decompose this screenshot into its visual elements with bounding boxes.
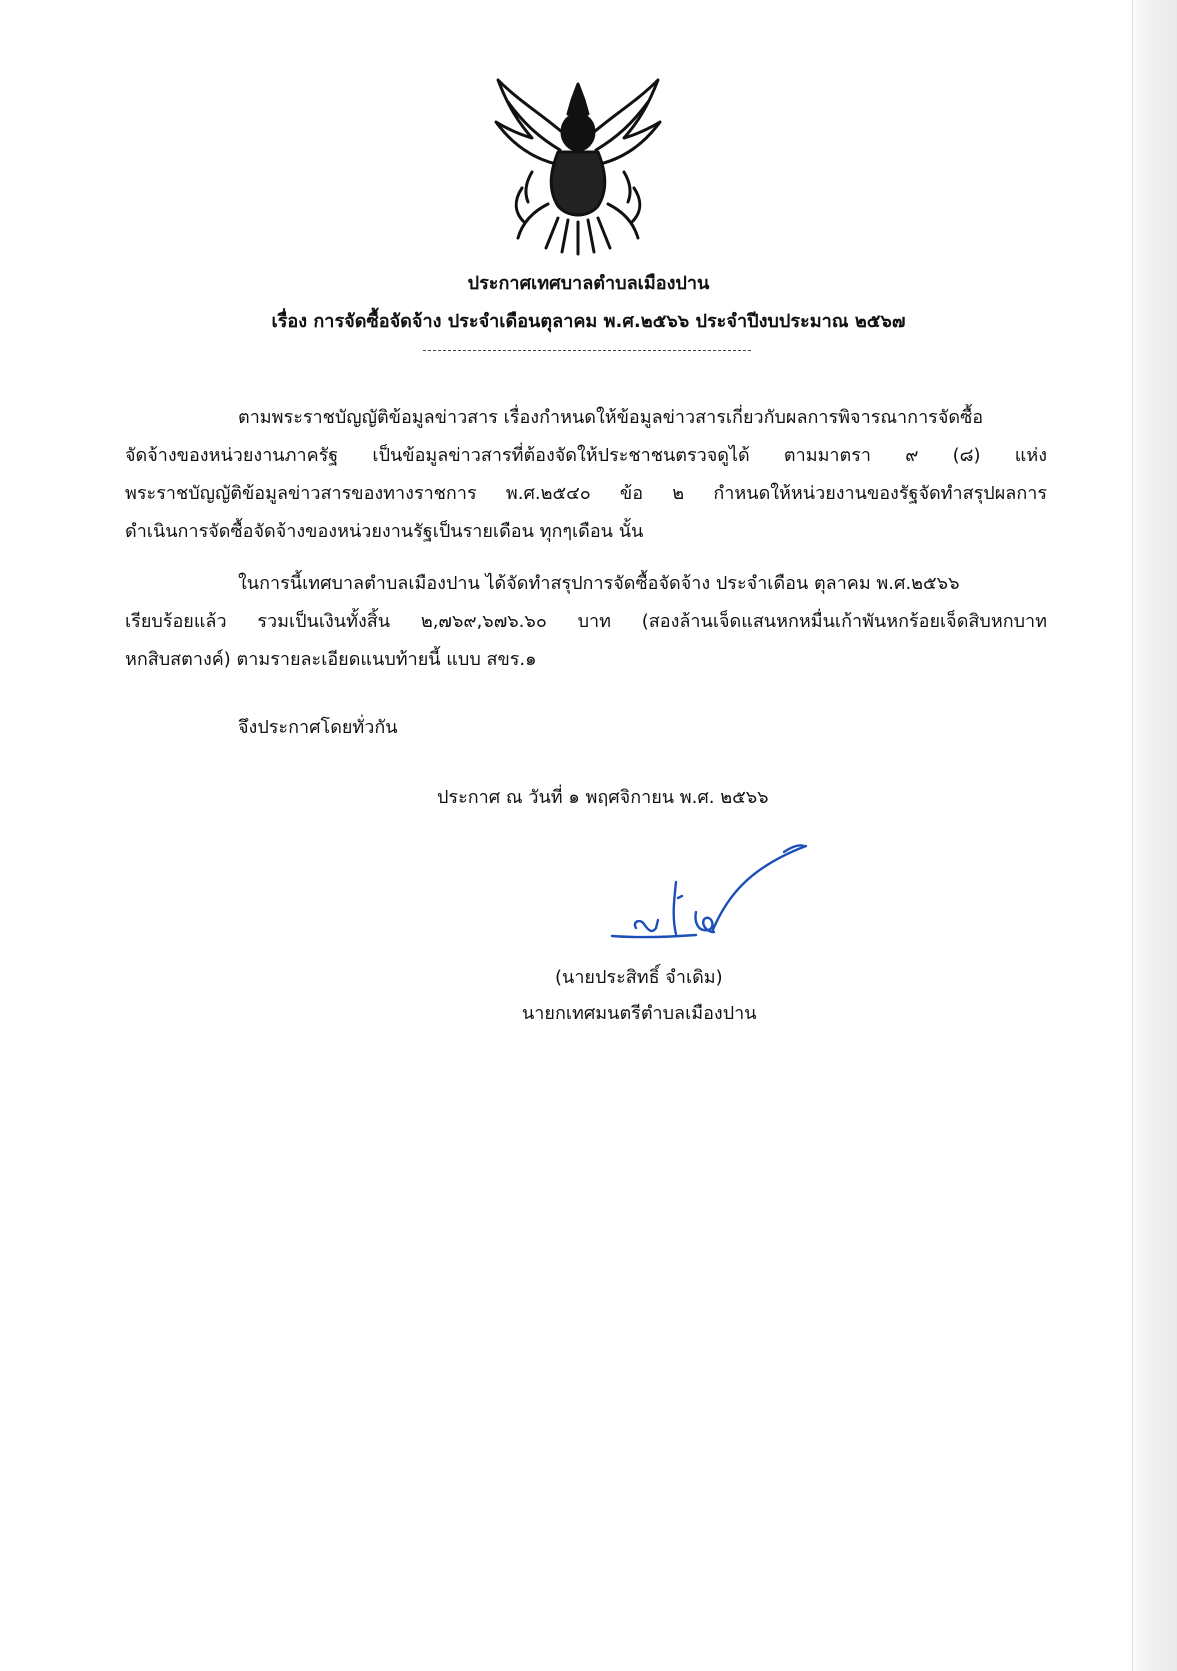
para1-line3 — [125, 478, 1047, 507]
scan-edge-shadow — [1132, 0, 1177, 1671]
para1-line2 — [125, 440, 1047, 469]
para2-line2-text: เรียบร้อยแล้ว รวมเป็นเงินทั้งสิ้น ๒,๗๖๙,๖๗๖.๖๐ บาท (สองล้านเจ็ดแสนหกหมื่นเก้าพันหกร้อยเจ็ดสิบหกบาท — [125, 611, 1047, 632]
signature-icon — [608, 838, 808, 958]
document-subject: เรื่อง การจัดซื้อจัดจ้าง ประจำเดือนตุลาคม พ.ศ.๒๕๖๖ ประจำปีงบประมาณ ๒๕๖๗ — [271, 311, 906, 332]
para1-line1: ตามพระราชบัญญัติข้อมูลข่าวสาร เรื่องกำหนดให้ข้อมูลข่าวสารเกี่ยวกับผลการพิจารณาการจัดซื้อ — [238, 407, 984, 428]
para2-line3: หกสิบสตางค์) ตามรายละเอียดแนบท้ายนี้ แบบ สขร.๑ — [125, 649, 537, 670]
para2-line1: ในการนี้เทศบาลตำบลเมืองปาน ได้จัดทำสรุปการจัดซื้อจัดจ้าง ประจำเดือน ตุลาคม พ.ศ.๒๕๖๖ — [238, 573, 960, 594]
para1-line2-text: จัดจ้างของหน่วยงานภาครัฐ เป็นข้อมูลข่าวสารที่ต้องจัดให้ประชาชนตรวจดูได้ ตามมาตรา ๙ (๘) แห่ง — [125, 445, 1047, 466]
signer-name: (นายประสิทธิ์ จำเดิม) — [555, 967, 723, 988]
document-title: ประกาศเทศบาลตำบลเมืองปาน — [467, 273, 710, 294]
garuda-emblem-icon — [488, 72, 668, 257]
closing-line: จึงประกาศโดยทั่วกัน — [238, 717, 398, 738]
para2-line2 — [125, 606, 1047, 635]
signer-title: นายกเทศมนตรีตำบลเมืองปาน — [522, 1003, 757, 1024]
title-separator — [423, 350, 751, 351]
para1-line3-text: พระราชบัญญัติข้อมูลข่าวสารของทางราชการ พ.ศ.๒๕๔๐ ข้อ ๒ กำหนดให้หน่วยงานของรัฐจัดทำสรุปผลการ — [125, 483, 1047, 504]
para1-line4: ดำเนินการจัดซื้อจัดจ้างของหน่วยงานรัฐเป็นรายเดือน ทุกๆเดือน นั้น — [125, 521, 644, 542]
date-line: ประกาศ ณ วันที่ ๑ พฤศจิกายน พ.ศ. ๒๕๖๖ — [437, 787, 769, 808]
